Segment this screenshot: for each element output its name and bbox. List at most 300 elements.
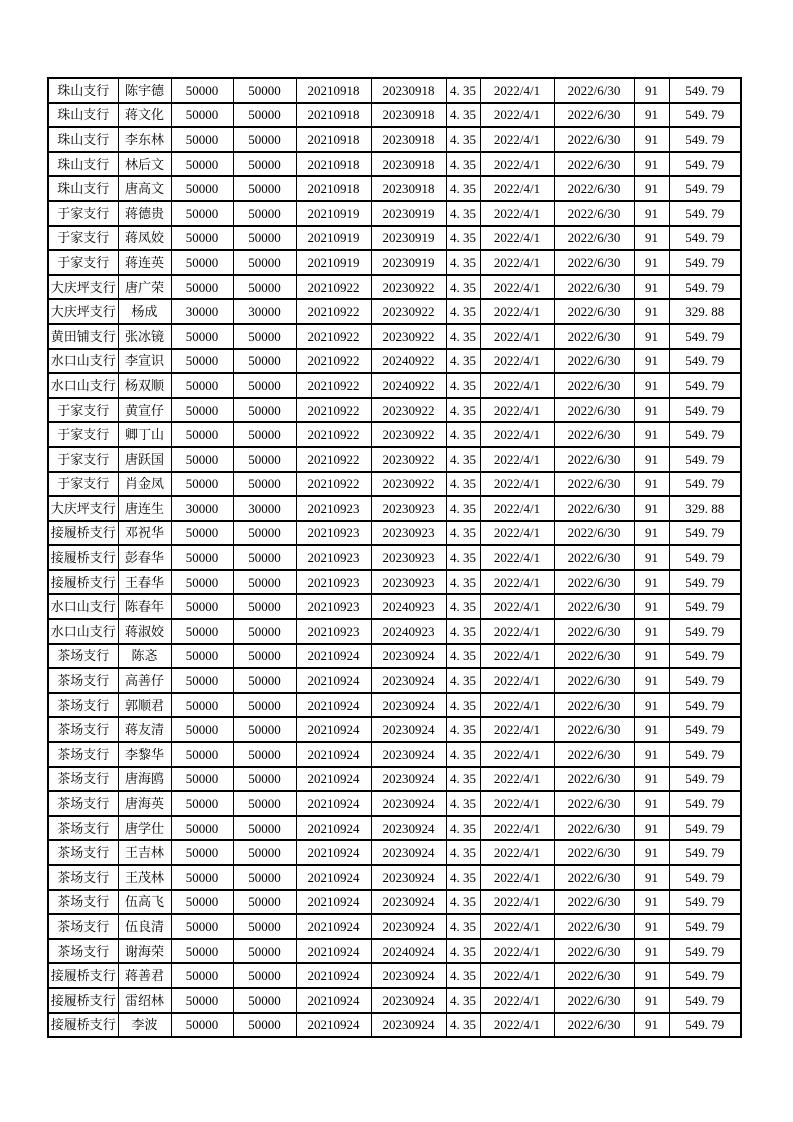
table-cell: 91 xyxy=(634,422,669,447)
table-cell: 2022/4/1 xyxy=(480,742,554,767)
table-cell: 549. 79 xyxy=(669,963,741,988)
table-cell: 2022/6/30 xyxy=(554,840,634,865)
table-cell: 30000 xyxy=(171,299,233,324)
table-cell: 50000 xyxy=(233,767,296,792)
table-cell: 91 xyxy=(634,717,669,742)
table-cell: 李黎华 xyxy=(118,742,171,767)
table-cell: 50000 xyxy=(171,791,233,816)
table-cell: 20210924 xyxy=(296,668,371,693)
table-cell: 大庆坪支行 xyxy=(48,275,118,300)
table-cell: 4. 35 xyxy=(446,521,480,546)
table-cell: 91 xyxy=(634,890,669,915)
table-cell: 蒋连英 xyxy=(118,250,171,275)
table-cell: 20210923 xyxy=(296,496,371,521)
table-cell: 4. 35 xyxy=(446,988,480,1013)
table-cell: 20230922 xyxy=(371,398,446,423)
table-cell: 2022/6/30 xyxy=(554,742,634,767)
table-cell: 4. 35 xyxy=(446,275,480,300)
table-row xyxy=(48,496,741,521)
table-cell: 2022/6/30 xyxy=(554,693,634,718)
table-row xyxy=(48,816,741,841)
table-cell: 黄宣仔 xyxy=(118,398,171,423)
table-cell: 20210918 xyxy=(296,127,371,152)
table-cell: 20210924 xyxy=(296,890,371,915)
table-cell: 4. 35 xyxy=(446,570,480,595)
table-cell: 30000 xyxy=(233,496,296,521)
table-cell: 20210922 xyxy=(296,398,371,423)
table-cell: 549. 79 xyxy=(669,447,741,472)
table-cell: 91 xyxy=(634,816,669,841)
table-cell: 张冰镜 xyxy=(118,324,171,349)
table-cell: 4. 35 xyxy=(446,152,480,177)
table-cell: 20230922 xyxy=(371,299,446,324)
table-row xyxy=(48,250,741,275)
table-cell: 50000 xyxy=(233,398,296,423)
table-cell: 4. 35 xyxy=(446,176,480,201)
table-cell: 50000 xyxy=(233,619,296,644)
table-cell: 91 xyxy=(634,373,669,398)
table-row xyxy=(48,742,741,767)
table-cell: 20240924 xyxy=(371,939,446,964)
table-cell: 91 xyxy=(634,176,669,201)
table-cell: 50000 xyxy=(233,594,296,619)
table-cell: 4. 35 xyxy=(446,767,480,792)
table-cell: 茶场支行 xyxy=(48,914,118,939)
table-cell: 2022/6/30 xyxy=(554,250,634,275)
table-cell: 549. 79 xyxy=(669,349,741,374)
table-cell: 50000 xyxy=(233,1013,296,1038)
table-cell: 50000 xyxy=(233,570,296,595)
table-cell: 茶场支行 xyxy=(48,668,118,693)
table-cell: 20210924 xyxy=(296,816,371,841)
table-cell: 4. 35 xyxy=(446,644,480,669)
table-row xyxy=(48,521,741,546)
table-cell: 91 xyxy=(634,693,669,718)
table-cell: 谢海荣 xyxy=(118,939,171,964)
table-cell: 20230924 xyxy=(371,988,446,1013)
table-row xyxy=(48,472,741,497)
table-cell: 于家支行 xyxy=(48,226,118,251)
table-cell: 彭春华 xyxy=(118,545,171,570)
table-cell: 2022/4/1 xyxy=(480,570,554,595)
table-row xyxy=(48,791,741,816)
table-cell: 20210923 xyxy=(296,570,371,595)
table-cell: 伍高飞 xyxy=(118,890,171,915)
table-cell: 50000 xyxy=(233,447,296,472)
table-row xyxy=(48,176,741,201)
table-cell: 20210924 xyxy=(296,644,371,669)
table-cell: 20210922 xyxy=(296,447,371,472)
table-cell: 50000 xyxy=(233,250,296,275)
table-cell: 20210922 xyxy=(296,299,371,324)
table-cell: 50000 xyxy=(233,988,296,1013)
table-cell: 20230919 xyxy=(371,226,446,251)
table-cell: 91 xyxy=(634,791,669,816)
table-cell: 549. 79 xyxy=(669,644,741,669)
table-cell: 20210919 xyxy=(296,201,371,226)
table-cell: 4. 35 xyxy=(446,914,480,939)
table-row xyxy=(48,324,741,349)
table-cell: 2022/6/30 xyxy=(554,767,634,792)
table-cell: 2022/4/1 xyxy=(480,250,554,275)
table-cell: 549. 79 xyxy=(669,176,741,201)
table-cell: 4. 35 xyxy=(446,791,480,816)
table-cell: 2022/4/1 xyxy=(480,791,554,816)
table-cell: 于家支行 xyxy=(48,398,118,423)
table-cell: 李宣识 xyxy=(118,349,171,374)
table-cell: 549. 79 xyxy=(669,324,741,349)
table-row xyxy=(48,152,741,177)
table-cell: 4. 35 xyxy=(446,1013,480,1038)
table-cell: 2022/4/1 xyxy=(480,127,554,152)
table-cell: 549. 79 xyxy=(669,422,741,447)
table-cell: 2022/4/1 xyxy=(480,398,554,423)
table-cell: 4. 35 xyxy=(446,963,480,988)
table-cell: 549. 79 xyxy=(669,1013,741,1038)
table-cell: 91 xyxy=(634,939,669,964)
table-cell: 20230924 xyxy=(371,914,446,939)
table-cell: 2022/4/1 xyxy=(480,103,554,128)
table-cell: 50000 xyxy=(233,890,296,915)
table-row xyxy=(48,447,741,472)
table-cell: 2022/4/1 xyxy=(480,275,554,300)
table-cell: 50000 xyxy=(171,103,233,128)
table-cell: 蒋德贵 xyxy=(118,201,171,226)
table-cell: 于家支行 xyxy=(48,422,118,447)
table-cell: 4. 35 xyxy=(446,939,480,964)
table-cell: 50000 xyxy=(233,349,296,374)
table-cell: 2022/4/1 xyxy=(480,865,554,890)
table-row xyxy=(48,78,741,103)
table-cell: 50000 xyxy=(171,521,233,546)
table-cell: 50000 xyxy=(171,988,233,1013)
table-cell: 20230924 xyxy=(371,840,446,865)
table-cell: 20230923 xyxy=(371,521,446,546)
table-row xyxy=(48,570,741,595)
table-cell: 50000 xyxy=(171,644,233,669)
table-cell: 2022/4/1 xyxy=(480,472,554,497)
table-cell: 2022/6/30 xyxy=(554,349,634,374)
table-cell: 4. 35 xyxy=(446,250,480,275)
table-row xyxy=(48,963,741,988)
table-cell: 郭顺君 xyxy=(118,693,171,718)
table-cell: 茶场支行 xyxy=(48,644,118,669)
table-cell: 20210918 xyxy=(296,176,371,201)
table-cell: 2022/4/1 xyxy=(480,422,554,447)
table-cell: 唐跃国 xyxy=(118,447,171,472)
table-cell: 2022/4/1 xyxy=(480,521,554,546)
table-cell: 91 xyxy=(634,152,669,177)
table-cell: 2022/4/1 xyxy=(480,963,554,988)
table-cell: 2022/6/30 xyxy=(554,570,634,595)
table-cell: 珠山支行 xyxy=(48,127,118,152)
table-cell: 20210924 xyxy=(296,840,371,865)
table-cell: 2022/4/1 xyxy=(480,816,554,841)
table-cell: 2022/6/30 xyxy=(554,963,634,988)
table-row xyxy=(48,545,741,570)
table-cell: 20230918 xyxy=(371,103,446,128)
table-cell: 唐广荣 xyxy=(118,275,171,300)
table-cell: 2022/4/1 xyxy=(480,226,554,251)
table-row xyxy=(48,398,741,423)
table-cell: 91 xyxy=(634,767,669,792)
table-row xyxy=(48,767,741,792)
table-cell: 91 xyxy=(634,988,669,1013)
table-row xyxy=(48,201,741,226)
table-cell: 4. 35 xyxy=(446,693,480,718)
table-cell: 于家支行 xyxy=(48,472,118,497)
table-cell: 2022/4/1 xyxy=(480,594,554,619)
table-cell: 20210922 xyxy=(296,275,371,300)
table-cell: 水口山支行 xyxy=(48,373,118,398)
table-cell: 50000 xyxy=(233,668,296,693)
table-cell: 4. 35 xyxy=(446,349,480,374)
table-cell: 邓祝华 xyxy=(118,521,171,546)
table-cell: 4. 35 xyxy=(446,742,480,767)
table-cell: 549. 79 xyxy=(669,250,741,275)
table-cell: 陈忞 xyxy=(118,644,171,669)
table-row xyxy=(48,668,741,693)
table-cell: 50000 xyxy=(171,939,233,964)
table-cell: 50000 xyxy=(171,816,233,841)
table-cell: 2022/4/1 xyxy=(480,890,554,915)
table-cell: 91 xyxy=(634,299,669,324)
table-cell: 4. 35 xyxy=(446,717,480,742)
table-cell: 2022/4/1 xyxy=(480,767,554,792)
table-cell: 20210923 xyxy=(296,594,371,619)
table-cell: 20230922 xyxy=(371,275,446,300)
table-cell: 茶场支行 xyxy=(48,742,118,767)
table-row xyxy=(48,840,741,865)
table-cell: 50000 xyxy=(233,152,296,177)
table-row xyxy=(48,717,741,742)
table-cell: 50000 xyxy=(233,865,296,890)
table-cell: 2022/6/30 xyxy=(554,447,634,472)
table-cell: 4. 35 xyxy=(446,398,480,423)
table-cell: 2022/4/1 xyxy=(480,644,554,669)
table-cell: 30000 xyxy=(233,299,296,324)
table-cell: 20210924 xyxy=(296,742,371,767)
table-cell: 549. 79 xyxy=(669,865,741,890)
table-cell: 2022/6/30 xyxy=(554,939,634,964)
table-cell: 20210924 xyxy=(296,693,371,718)
table-cell: 20230924 xyxy=(371,767,446,792)
table-cell: 50000 xyxy=(171,422,233,447)
table-cell: 4. 35 xyxy=(446,373,480,398)
table-cell: 大庆坪支行 xyxy=(48,299,118,324)
table-cell: 91 xyxy=(634,127,669,152)
table-cell: 4. 35 xyxy=(446,422,480,447)
table-cell: 91 xyxy=(634,963,669,988)
table-cell: 20210922 xyxy=(296,324,371,349)
table-cell: 50000 xyxy=(233,226,296,251)
table-cell: 50000 xyxy=(233,914,296,939)
table-cell: 91 xyxy=(634,668,669,693)
table-cell: 549. 79 xyxy=(669,398,741,423)
table-row xyxy=(48,594,741,619)
table-cell: 2022/6/30 xyxy=(554,152,634,177)
table-cell: 4. 35 xyxy=(446,324,480,349)
table-cell: 2022/6/30 xyxy=(554,324,634,349)
table-cell: 20230924 xyxy=(371,816,446,841)
table-cell: 2022/6/30 xyxy=(554,472,634,497)
table-cell: 王茂林 xyxy=(118,865,171,890)
table-cell: 2022/4/1 xyxy=(480,717,554,742)
table-cell: 20240923 xyxy=(371,594,446,619)
table-row xyxy=(48,127,741,152)
table-cell: 20230924 xyxy=(371,791,446,816)
table-cell: 20230918 xyxy=(371,176,446,201)
table-cell: 549. 79 xyxy=(669,939,741,964)
table-cell: 20210924 xyxy=(296,717,371,742)
table-cell: 20210918 xyxy=(296,103,371,128)
table-cell: 20230924 xyxy=(371,1013,446,1038)
table-cell: 茶场支行 xyxy=(48,840,118,865)
table-row xyxy=(48,373,741,398)
table-cell: 91 xyxy=(634,472,669,497)
table-cell: 50000 xyxy=(171,963,233,988)
table-row xyxy=(48,914,741,939)
table-cell: 50000 xyxy=(171,1013,233,1038)
table-cell: 珠山支行 xyxy=(48,103,118,128)
table-cell: 2022/6/30 xyxy=(554,619,634,644)
table-cell: 水口山支行 xyxy=(48,349,118,374)
table-cell: 4. 35 xyxy=(446,840,480,865)
table-cell: 2022/6/30 xyxy=(554,668,634,693)
table-cell: 2022/6/30 xyxy=(554,988,634,1013)
table-cell: 549. 79 xyxy=(669,545,741,570)
table-cell: 50000 xyxy=(171,545,233,570)
table-cell: 4. 35 xyxy=(446,890,480,915)
table-cell: 549. 79 xyxy=(669,791,741,816)
table-cell: 20230924 xyxy=(371,890,446,915)
table-row xyxy=(48,1013,741,1038)
table-cell: 91 xyxy=(634,914,669,939)
table-cell: 2022/6/30 xyxy=(554,914,634,939)
table-cell: 91 xyxy=(634,865,669,890)
table-cell: 50000 xyxy=(233,201,296,226)
table-cell: 20210924 xyxy=(296,791,371,816)
table-cell: 50000 xyxy=(171,865,233,890)
table-cell: 4. 35 xyxy=(446,299,480,324)
table-cell: 接履桥支行 xyxy=(48,545,118,570)
table-cell: 50000 xyxy=(233,939,296,964)
table-cell: 91 xyxy=(634,1013,669,1038)
table-cell: 2022/6/30 xyxy=(554,791,634,816)
table-cell: 大庆坪支行 xyxy=(48,496,118,521)
table-cell: 2022/4/1 xyxy=(480,349,554,374)
table-cell: 549. 79 xyxy=(669,103,741,128)
table-cell: 91 xyxy=(634,349,669,374)
table-cell: 549. 79 xyxy=(669,619,741,644)
table-cell: 王春华 xyxy=(118,570,171,595)
table-cell: 91 xyxy=(634,545,669,570)
table-cell: 2022/6/30 xyxy=(554,299,634,324)
table-cell: 50000 xyxy=(233,422,296,447)
table-cell: 50000 xyxy=(233,791,296,816)
table-cell: 50000 xyxy=(233,521,296,546)
table-cell: 茶场支行 xyxy=(48,717,118,742)
table-cell: 50000 xyxy=(171,914,233,939)
table-cell: 20230922 xyxy=(371,422,446,447)
table-row xyxy=(48,890,741,915)
table-cell: 珠山支行 xyxy=(48,152,118,177)
table-cell: 2022/6/30 xyxy=(554,78,634,103)
table-cell: 549. 79 xyxy=(669,152,741,177)
table-cell: 91 xyxy=(634,619,669,644)
table-cell: 20210924 xyxy=(296,1013,371,1038)
table-cell: 2022/4/1 xyxy=(480,840,554,865)
table-cell: 李波 xyxy=(118,1013,171,1038)
table-cell: 50000 xyxy=(171,717,233,742)
table-cell: 50000 xyxy=(171,78,233,103)
table-cell: 茶场支行 xyxy=(48,791,118,816)
table-cell: 茶场支行 xyxy=(48,816,118,841)
table-cell: 4. 35 xyxy=(446,226,480,251)
table-cell: 2022/6/30 xyxy=(554,890,634,915)
table-cell: 2022/4/1 xyxy=(480,299,554,324)
table-cell: 20210924 xyxy=(296,914,371,939)
table-cell: 20230924 xyxy=(371,865,446,890)
table-cell: 2022/4/1 xyxy=(480,324,554,349)
table-cell: 4. 35 xyxy=(446,103,480,128)
table-cell: 50000 xyxy=(171,349,233,374)
table-cell: 50000 xyxy=(171,668,233,693)
table-cell: 50000 xyxy=(171,127,233,152)
table-cell: 50000 xyxy=(171,373,233,398)
table-cell: 91 xyxy=(634,570,669,595)
table-cell: 2022/6/30 xyxy=(554,373,634,398)
table-cell: 91 xyxy=(634,840,669,865)
table-cell: 蒋淑姣 xyxy=(118,619,171,644)
table-cell: 茶场支行 xyxy=(48,693,118,718)
data-table xyxy=(47,77,742,1038)
table-cell: 4. 35 xyxy=(446,816,480,841)
table-cell: 50000 xyxy=(233,472,296,497)
table-cell: 50000 xyxy=(233,742,296,767)
table-cell: 50000 xyxy=(171,890,233,915)
table-cell: 接履桥支行 xyxy=(48,570,118,595)
table-cell: 549. 79 xyxy=(669,275,741,300)
table-row xyxy=(48,103,741,128)
table-cell: 549. 79 xyxy=(669,570,741,595)
table-cell: 20210924 xyxy=(296,939,371,964)
table-cell: 4. 35 xyxy=(446,472,480,497)
table-cell: 50000 xyxy=(171,619,233,644)
table-cell: 接履桥支行 xyxy=(48,988,118,1013)
table-cell: 雷绍林 xyxy=(118,988,171,1013)
table-cell: 2022/6/30 xyxy=(554,545,634,570)
table-cell: 91 xyxy=(634,398,669,423)
table-cell: 549. 79 xyxy=(669,594,741,619)
table-cell: 20210919 xyxy=(296,250,371,275)
table-cell: 20210924 xyxy=(296,865,371,890)
table-cell: 唐学仕 xyxy=(118,816,171,841)
table-cell: 肖金凤 xyxy=(118,472,171,497)
table-cell: 2022/6/30 xyxy=(554,398,634,423)
table-cell: 2022/4/1 xyxy=(480,201,554,226)
table-cell: 4. 35 xyxy=(446,78,480,103)
table-cell: 茶场支行 xyxy=(48,939,118,964)
table-cell: 50000 xyxy=(171,447,233,472)
table-cell: 91 xyxy=(634,496,669,521)
table-cell: 2022/6/30 xyxy=(554,422,634,447)
table-cell: 4. 35 xyxy=(446,668,480,693)
table-cell: 20230924 xyxy=(371,693,446,718)
table-cell: 蒋友清 xyxy=(118,717,171,742)
table-cell: 2022/6/30 xyxy=(554,816,634,841)
table-cell: 20210923 xyxy=(296,545,371,570)
